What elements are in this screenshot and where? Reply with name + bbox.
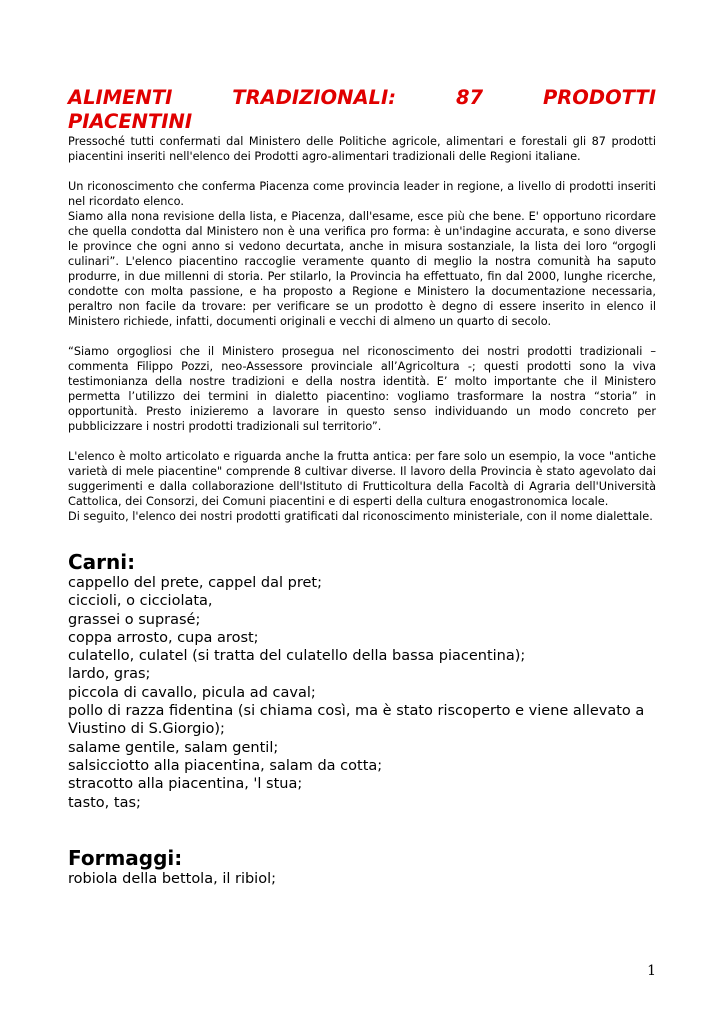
paragraph-list-detail: L'elenco è molto articolato e riguarda anche la frutta antica: per fare solo un esempio, la voce "antiche varietà di mele piacentine" comprende 8 cultivar diverse. Il lavoro della Provincia è stato agevolato dai suggerimenti e dalla collaborazione dell'Istituto di Frutticoltura della Facoltà di Agraria dell'Università Cattolica, dei Consorzi, dei Comuni piacentini e di esperti della cultura enogastronomica locale. (68, 450, 656, 508)
formaggi-list (68, 870, 656, 888)
list-item: coppa arrosto, cupa arost; (68, 629, 259, 646)
title-line-2: PIACENTINI (68, 110, 193, 133)
list-item: culatello, culatel (si tratta del culatello della bassa piacentina); (68, 648, 526, 665)
title-word: ALIMENTI (68, 86, 173, 109)
title-word: 87 (455, 86, 484, 109)
list-item: tasto, tas; (68, 794, 141, 811)
list-item: stracotto alla piacentina, 'l stua; (68, 776, 303, 793)
list-item: salsicciotto alla piacentina, salam da cotta; (68, 757, 383, 774)
document-page (68, 86, 656, 888)
list-item: robiola della bettola, il ribiol; (68, 870, 276, 887)
title-line-1 (68, 86, 656, 110)
list-item: salame gentile, salam gentil; (68, 739, 279, 756)
list-item: lardo, gras; (68, 666, 151, 683)
paragraph-quote: “Siamo orgogliosi che il Ministero prosegua nel riconoscimento dei nostri prodotti tradizionali – commenta Filippo Pozzi, neo-Assessore provinciale all’Agricoltura -; questi prodotti sono la viva testimonianza della nostre tradizioni e della nostra identità. E’ molto importante che il Ministero permetta l’utilizzo dei termini in dialetto piacentino: vogliamo trasformare la nostra “storia” in opportunità. Presto inizieremo a lavorare in questo senso individuando un modo concreto per pubblicizzare i nostri prodotti tradizionali sul territorio”. (68, 345, 656, 433)
list-item: cappello del prete, cappel dal pret; (68, 575, 322, 591)
paragraph-list-intro: Di seguito, l'elenco dei nostri prodotti gratificati dal riconoscimento ministeriale, con il nome dialettale. (68, 510, 653, 523)
list-item: piccola di cavallo, picula ad caval; (68, 684, 316, 701)
paragraph-intro: Pressoché tutti confermati dal Ministero delle Politiche agricole, alimentari e forestali gli 87 prodotti piacentini inseriti nell'elenco dei Prodotti agro-alimentari tradizionali delle Regioni italiane. (68, 135, 656, 163)
list-item: grassei o suprasé; (68, 611, 201, 628)
title-word: PRODOTTI (543, 86, 656, 109)
section-heading-carni: Carni: (68, 550, 136, 574)
paragraph-revision: Siamo alla nona revisione della lista, e Piacenza, dall'esame, esce più che bene. E' opportuno ricordare che quella condotta dal Ministero non è una verifica pro forma: è un'indagine accurata, e sono diverse le province che ogni anno si vedono decurtata, anche in misura sostanziale, la lista dei loro “orgogli culinari”. L'elenco piacentino raccoglie veramente quanto di meglio la nostra comunità ha saputo produrre, in due millenni di storia. Per stilarlo, la Provincia ha effettuato, fin dal 2000, lunghe ricerche, condotte con molta passione, e ha proposto a Regione e Ministero la documentazione necessaria, peraltro non facile da trovare: per verificare se un prodotto è degno di essere inserito in elenco il Ministero richiede, infatti, documenti originali e vecchi di almeno un quarto di secolo. (68, 210, 656, 328)
list-item: ciccioli, o cicciolata, (68, 593, 213, 610)
title-word: TRADIZIONALI: (232, 86, 397, 109)
carni-list (68, 574, 656, 812)
page-number: 1 (647, 963, 656, 979)
paragraph-recognition: Un riconoscimento che conferma Piacenza come provincia leader in regione, a livello di prodotti inseriti nel ricordato elenco. (68, 180, 656, 208)
document-title (68, 86, 656, 134)
section-heading-formaggi: Formaggi: (68, 845, 183, 870)
list-item: pollo di razza fidentina (si chiama così, ma è stato riscoperto e viene allevato a Viustino di S.Giorgio); (68, 703, 645, 738)
